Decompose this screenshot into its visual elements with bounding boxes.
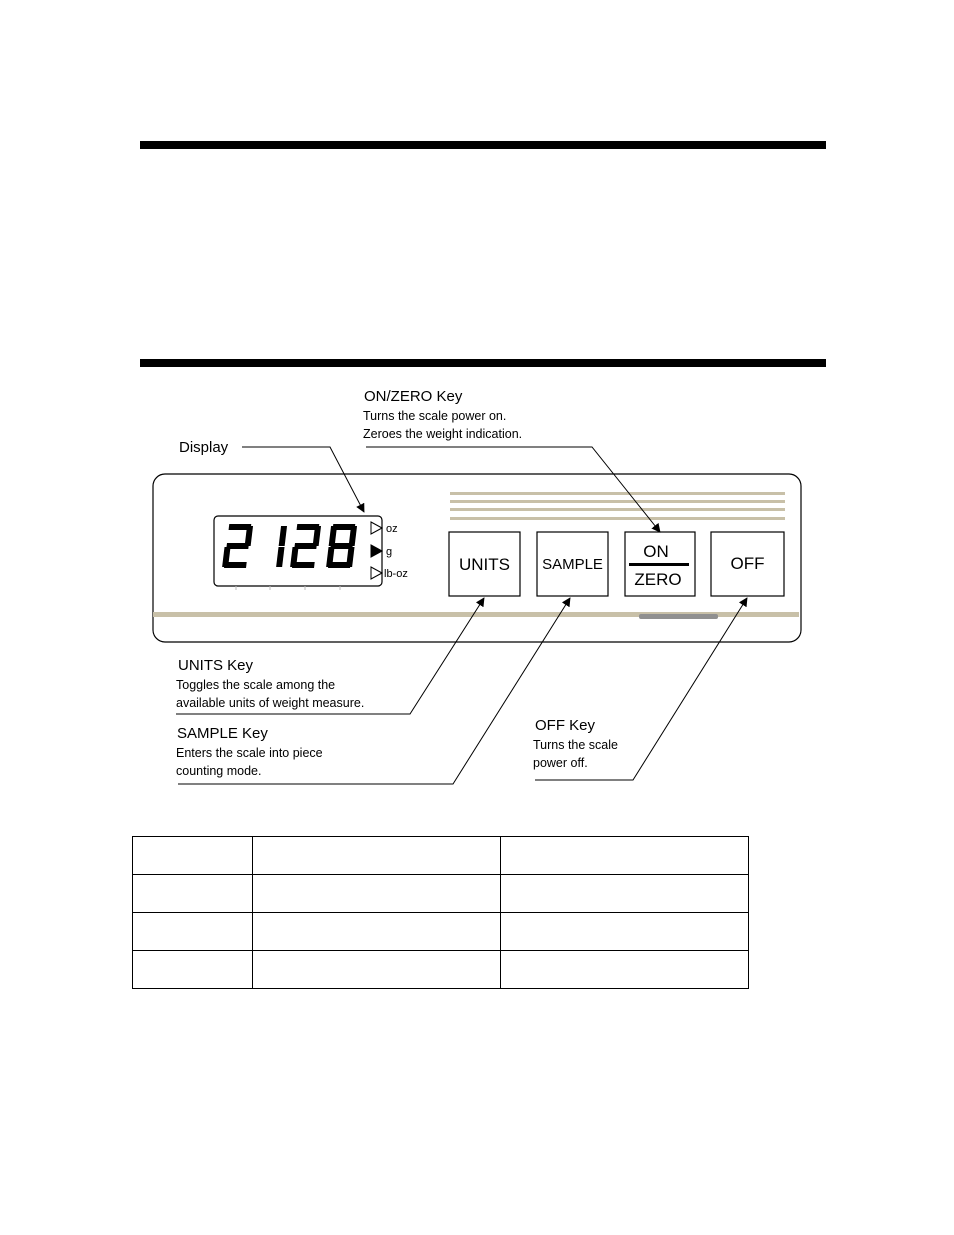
units-key[interactable]	[449, 532, 520, 596]
sample-key[interactable]	[537, 532, 608, 596]
display-callout-title: Display	[179, 439, 229, 456]
units-callout-line-2: available units of weight measure.	[176, 696, 365, 710]
on-zero-divider	[629, 563, 689, 566]
table-cell	[253, 913, 501, 951]
table-row	[133, 913, 749, 951]
table-cell	[133, 837, 253, 875]
display-segment-g	[330, 543, 353, 549]
unit-label-oz: oz	[386, 523, 398, 535]
table-cell	[501, 913, 749, 951]
table-cell	[253, 837, 501, 875]
on-zero-key[interactable]	[625, 532, 695, 596]
table-row	[133, 951, 749, 989]
table-row	[133, 875, 749, 913]
on-zero-callout-line-1: Turns the scale power on.	[363, 409, 507, 423]
table-cell	[253, 875, 501, 913]
off-callout-line-1: Turns the scale	[533, 738, 618, 752]
table-cell	[133, 875, 253, 913]
sample-callout-title: SAMPLE Key	[177, 725, 268, 742]
units-key-label: UNITS	[459, 555, 510, 574]
off-key-label: OFF	[730, 554, 765, 573]
panel-indicator-bar	[639, 614, 718, 619]
zero-key-label: ZERO	[634, 570, 682, 589]
off-callout-title: OFF Key	[535, 717, 596, 734]
table-cell	[133, 951, 253, 989]
units-callout-title: UNITS Key	[178, 657, 254, 674]
table-cell	[501, 875, 749, 913]
on-zero-callout-line-2: Zeroes the weight indication.	[363, 427, 523, 441]
display-segment-g	[294, 543, 317, 549]
unit-label-g: g	[386, 546, 393, 558]
unit-label-lb-oz: lb-oz	[384, 568, 408, 580]
table-row	[133, 837, 749, 875]
on-key-label: ON	[643, 542, 669, 561]
off-callout-line-2: power off.	[533, 756, 588, 770]
display-segment-g	[226, 543, 249, 549]
table-cell	[501, 837, 749, 875]
on-zero-callout-title: ON/ZERO Key	[364, 388, 463, 405]
sample-callout-line-2: counting mode.	[176, 764, 262, 778]
table-cell	[501, 951, 749, 989]
units-callout-line-1: Toggles the scale among the	[176, 678, 336, 692]
key-reference-table	[132, 836, 749, 989]
table-cell	[133, 913, 253, 951]
off-key[interactable]	[711, 532, 784, 596]
sample-key-label: SAMPLE	[542, 556, 603, 573]
table-cell	[253, 951, 501, 989]
sample-callout-line-1: Enters the scale into piece	[176, 746, 323, 760]
